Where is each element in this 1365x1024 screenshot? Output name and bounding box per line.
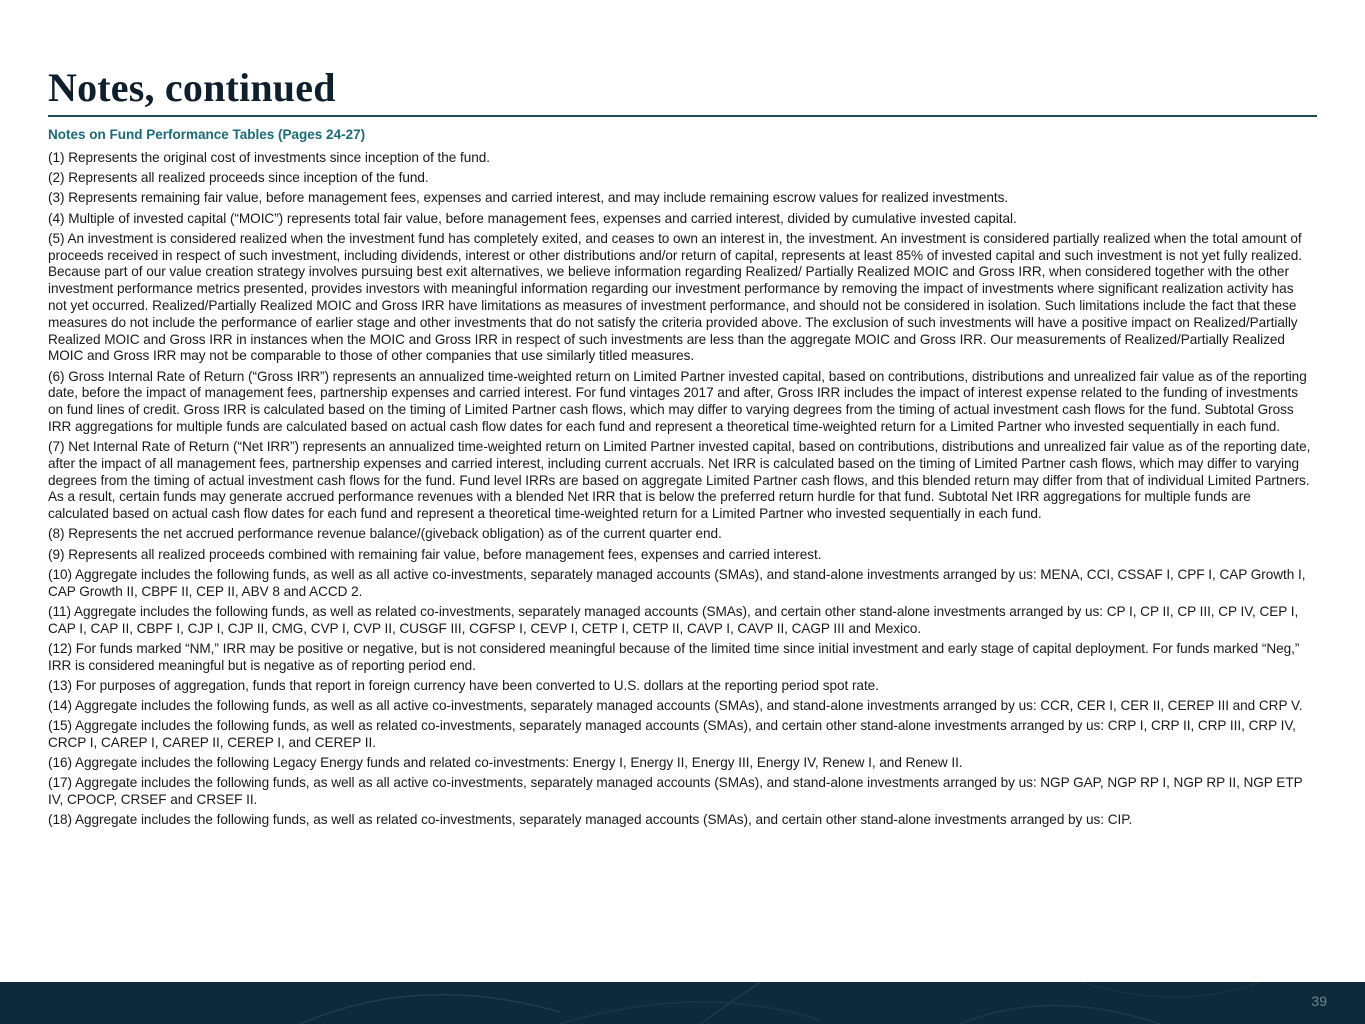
note-2: (2) Represents all realized proceeds since inception of the fund.: [48, 170, 429, 186]
note-11: (11) Aggregate includes the following funds, as well as related co-investments, separately managed accounts (SMAs), and certain other stand-alone investments arranged by us: CP I, CP II, CP III, CP IV, CEP I, CAP I, CAP II, CBPF I, CJP I, CJP II, CMG, CVP I, CVP II, CUSGF III, CGFSP I, CEVP I, CETP I, CETP II, CAVP I, CAVP II, CAGP III and Mexico.: [48, 603, 1299, 636]
note-17: (17) Aggregate includes the following funds, as well as all active co-investments, separately managed accounts (SMAs), and stand-alone investments arranged by us: NGP GAP, NGP RP I, NGP RP II, NGP ETP IV, CPOCP, CRSEF and CRSEF II.: [48, 775, 1303, 808]
note-6: (6) Gross Internal Rate of Return (“Gross IRR”) represents an annualized time-weighted return on Limited Partner invested capital, based on contributions, distributions and unrealized fair value as of the reporting date, before the impact of management fees, partnership expenses and carried interest. For fund vintages 2017 and after, Gross IRR includes the impact of interest expense related to the funding of investments on fund lines of credit. Gross IRR is calculated based on the timing of Limited Partner cash flows, which may differ to varying degrees from the timing of actual investment cash flows for the fund. Subtotal Gross IRR aggregations for multiple funds are calculated based on actual cash flow dates for each fund and represent a theoretical time-weighted return for a Limited Partner who invested sequentially in each fund.: [48, 368, 1307, 434]
note-16: (16) Aggregate includes the following Legacy Energy funds and related co-investments: Energy I, Energy II, Energy III, Energy IV, Renew I, and Renew II.: [48, 755, 963, 771]
note-1: (1) Represents the original cost of investments since inception of the fund.: [48, 150, 491, 165]
footer-decoration: [0, 982, 1365, 1024]
footer-band: [0, 982, 1365, 1024]
notes-list: [48, 150, 1313, 833]
note-5: (5) An investment is considered realized when the investment fund has completely exited, and ceases to own an interest in, the investment. An investment is considered partially realized when the total amount of proceeds received in respect of such investment, including dividends, interest or other distributions and/or return of capital, represents at least 85% of invested capital and such investment is not yet fully realized. Because part of our value creation strategy involves pursuing best exit alternatives, we believe information regarding Realized/ Partially Realized MOIC and Gross IRR, when considered together with the other investment performance metrics presented, provides investors with meaningful information regarding our investment performance by removing the impact of investments where significant realization activity has not yet occurred. Realized/Partially Realized MOIC and Gross IRR have limitations as measures of investment performance, and should not be considered in isolation. Such limitations include the fact that these measures do not include the performance of earlier stage and other investments that do not satisfy the criteria provided above. The exclusion of such investments will have a positive impact on Realized/Partially Realized MOIC and Gross IRR in instances when the MOIC and Gross IRR in respect of such investments are less than the aggregate MOIC and Gross IRR. Our measurements of Realized/Partially Realized MOIC and Gross IRR may not be comparable to those of other companies that use similarly titled measures.: [48, 230, 1302, 364]
note-3: (3) Represents remaining fair value, before management fees, expenses and carried interest, and may include remaining escrow values for realized investments.: [48, 190, 1009, 206]
note-18: (18) Aggregate includes the following funds, as well as related co-investments, separately managed accounts (SMAs), and certain other stand-alone investments arranged by us: CIP.: [48, 812, 1133, 828]
note-12: (12) For funds marked “NM,” IRR may be positive or negative, but is not considered meaningful because of the limited time since initial investment and early stage of capital deployment. For funds marked “Neg,” IRR is considered meaningful but is negative as of reporting period end.: [48, 640, 1300, 673]
page-title: Notes, continued: [48, 65, 336, 110]
note-9: (9) Represents all realized proceeds combined with remaining fair value, before management fees, expenses and carried interest.: [48, 546, 822, 562]
page-number: 39: [1311, 993, 1327, 1009]
note-14: (14) Aggregate includes the following funds, as well as all active co-investments, separately managed accounts (SMAs), and stand-alone investments arranged by us: CCR, CER I, CER II, CEREP III and CRP V.: [48, 697, 1303, 713]
note-8: (8) Represents the net accrued performance revenue balance/(giveback obligation) as of the current quarter end.: [48, 526, 722, 542]
note-15: (15) Aggregate includes the following funds, as well as related co-investments, separately managed accounts (SMAs), and certain other stand-alone investments arranged by us: CRP I, CRP II, CRP III, CRP IV, CRCP I, CAREP I, CAREP II, CEREP I, and CEREP II.: [48, 718, 1296, 750]
note-4: (4) Multiple of invested capital (“MOIC”) represents total fair value, before management fees, expenses and carried interest, divided by cumulative invested capital.: [48, 210, 1017, 226]
title-divider: [48, 115, 1317, 117]
note-13: (13) For purposes of aggregation, funds that report in foreign currency have been converted to U.S. dollars at the reporting period spot rate.: [48, 677, 879, 693]
section-heading: Notes on Fund Performance Tables (Pages 24-27): [48, 127, 366, 142]
note-10: (10) Aggregate includes the following funds, as well as all active co-investments, separately managed accounts (SMAs), and stand-alone investments arranged by us: MENA, CCI, CSSAF I, CPF I, CAP Growth I, CAP Growth II, CBPF II, CEP II, ABV 8 and ACCD 2.: [48, 566, 1306, 599]
note-7: (7) Net Internal Rate of Return (“Net IRR”) represents an annualized time-weighted return on Limited Partner invested capital, based on contributions, distributions and unrealized fair value as of the reporting date, after the impact of all management fees, partnership expenses and carried interest, including current accruals. Net IRR is calculated based on the timing of Limited Partner cash flows, which may differ to varying degrees from the timing of actual investment cash flows for the fund. Fund level IRRs are based on aggregate Limited Partner cash flows, and this blended return may differ from that of individual Limited Partners. As a result, certain funds may generate accrued performance revenues with a blended Net IRR that is below the preferred return hurdle for that fund. Subtotal Net IRR aggregations for multiple funds are calculated based on actual cash flow dates for each fund and represent a theoretical time-weighted return for a Limited Partner who invested sequentially in each fund.: [48, 439, 1311, 522]
